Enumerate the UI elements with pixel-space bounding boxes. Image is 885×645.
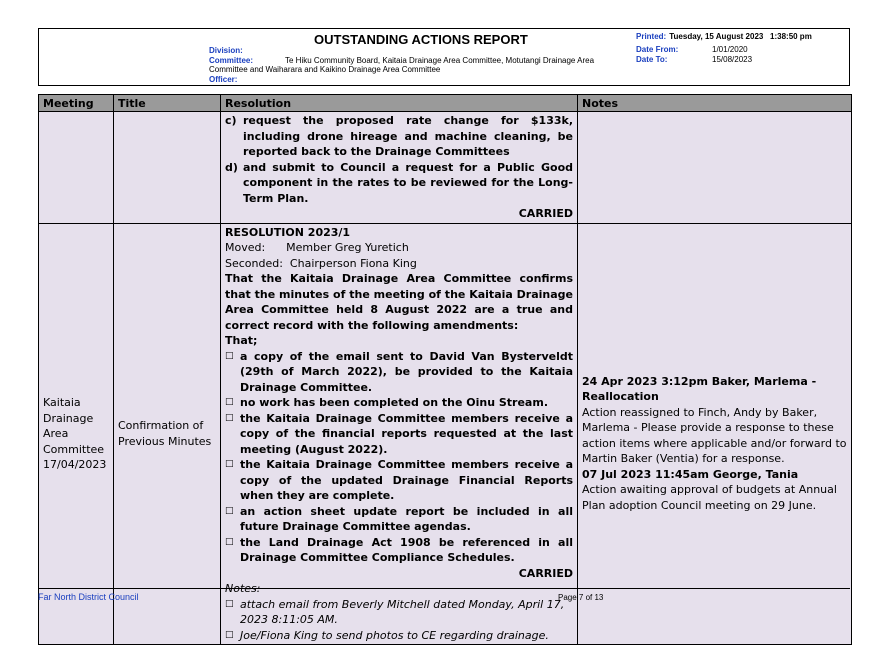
list-item: □ the Kaitaia Drainage Committee members receive a copy of the updated Drainage Financial Reports when they are complete. <box>225 458 573 502</box>
report-dates <box>636 32 848 65</box>
footer-divider <box>38 588 850 589</box>
report-header <box>38 28 850 86</box>
bullet-icon: □ <box>225 598 234 609</box>
bullet-icon: □ <box>225 412 234 423</box>
note-entry-text: Action awaiting approval of budgets at Annual Plan adoption Council meeting on 29 June. <box>582 483 837 512</box>
list-item: □ attach email from Beverly Mitchell dated Monday, April 17, 2023 8:11:05 AM. <box>225 597 565 626</box>
bullet-icon: □ <box>225 397 234 407</box>
note-entry-heading: 07 Jul 2023 11:45am George, Tania <box>582 467 799 481</box>
committee-label: Committee: <box>209 55 254 65</box>
resolution-item-c: c) request the proposed rate change for $133k, including drone hireage and machine cleaning, be reported back to the Drainage Committees <box>225 114 573 158</box>
page-number: Page 7 of 13 <box>558 593 604 602</box>
list-item: □ Joe/Fiona King to send photos to CE regarding drainage. <box>225 628 549 642</box>
list-item: □ a copy of the email sent to David Van Bysterveldt (29th of March 2022), be provided to the Kaitaia Drainage Committee. <box>225 349 573 394</box>
table-header-row <box>39 95 852 112</box>
table-row <box>39 112 852 224</box>
resolution-that: That; <box>225 334 258 347</box>
report-title: OUTSTANDING ACTIONS REPORT <box>314 32 528 47</box>
actions-table <box>38 94 852 645</box>
division-label: Division: <box>209 46 243 55</box>
title-cell: Confirmation of Previous Minutes <box>114 223 221 645</box>
col-header-meeting: Meeting <box>39 95 114 112</box>
title-cell <box>114 112 221 224</box>
date-to-value: 15/08/2023 <box>712 55 753 64</box>
table-row <box>39 223 852 645</box>
list-item: □ the Kaitaia Drainage Committee members receive a copy of the financial reports requested at the last meeting (August 2022). <box>225 411 573 456</box>
moved-by: Moved: Member Greg Yuretich <box>225 241 409 254</box>
report-filters <box>209 46 614 84</box>
resolution-cell <box>221 223 578 645</box>
note-entry-heading: 24 Apr 2023 3:12pm Baker, Marlema - Reallocation <box>582 374 817 403</box>
notes-label: Notes: <box>225 582 261 595</box>
resolution-body: That the Kaitaia Drainage Area Committee confirms that the minutes of the meeting of the Kaitaia Drainage Area Committee held 8 August 2022 are a true and correct record with the following amendments: <box>225 272 573 332</box>
resolution-item-d: d) and submit to Council a request for a Public Good component in the rates to be reviewed for the Long-Term Plan. <box>225 160 573 205</box>
col-header-resolution: Resolution <box>221 95 578 112</box>
bullet-icon: □ <box>225 350 234 361</box>
resolution-cell <box>221 112 578 224</box>
notes-cell <box>578 112 852 224</box>
officer-label: Officer: <box>209 74 238 84</box>
list-item: □ the Land Drainage Act 1908 be referenced in all Drainage Committee Compliance Schedules. <box>225 535 573 564</box>
meeting-cell: Kaitaia Drainage Area Committee 17/04/2023 <box>39 223 114 645</box>
committee-value: Te Hiku Community Board, Kaitaia Drainage Area Committee, Motutangi Drainage Area Committee and Waiharara and Kaikino Drainage Area Committee <box>209 55 595 74</box>
bullet-icon: □ <box>225 459 234 469</box>
bullet-icon: □ <box>225 505 234 516</box>
col-header-notes: Notes <box>578 95 852 112</box>
date-to-label: Date To: <box>636 55 668 64</box>
meeting-cell <box>39 112 114 224</box>
bullet-icon: □ <box>225 536 234 547</box>
bullet-icon: □ <box>225 629 234 640</box>
list-item: □ an action sheet update report be included in all future Drainage Committee agendas. <box>225 504 573 533</box>
col-header-title: Title <box>114 95 221 112</box>
date-from-label: Date From: <box>636 45 679 54</box>
list-item: □ no work has been completed on the Oinu Stream. <box>225 396 548 409</box>
printed-label: Printed: <box>636 32 667 41</box>
footer-council: Far North District Council <box>38 592 139 602</box>
date-from-value: 1/01/2020 <box>712 45 748 54</box>
carried-label: CARRIED <box>518 207 573 220</box>
carried-label: CARRIED <box>518 566 573 580</box>
note-entry-text: Action reassigned to Finch, Andy by Baker, Marlema - Please provide a response to these action items where applicable and/or forward to Martin Baker (Ventia) for a response. <box>582 405 847 465</box>
notes-cell <box>578 223 852 645</box>
resolution-heading: RESOLUTION 2023/1 <box>225 225 351 239</box>
printed-value: Tuesday, 15 August 2023 1:38:50 pm <box>669 32 812 41</box>
seconded-by: Seconded: Chairperson Fiona King <box>225 256 417 270</box>
